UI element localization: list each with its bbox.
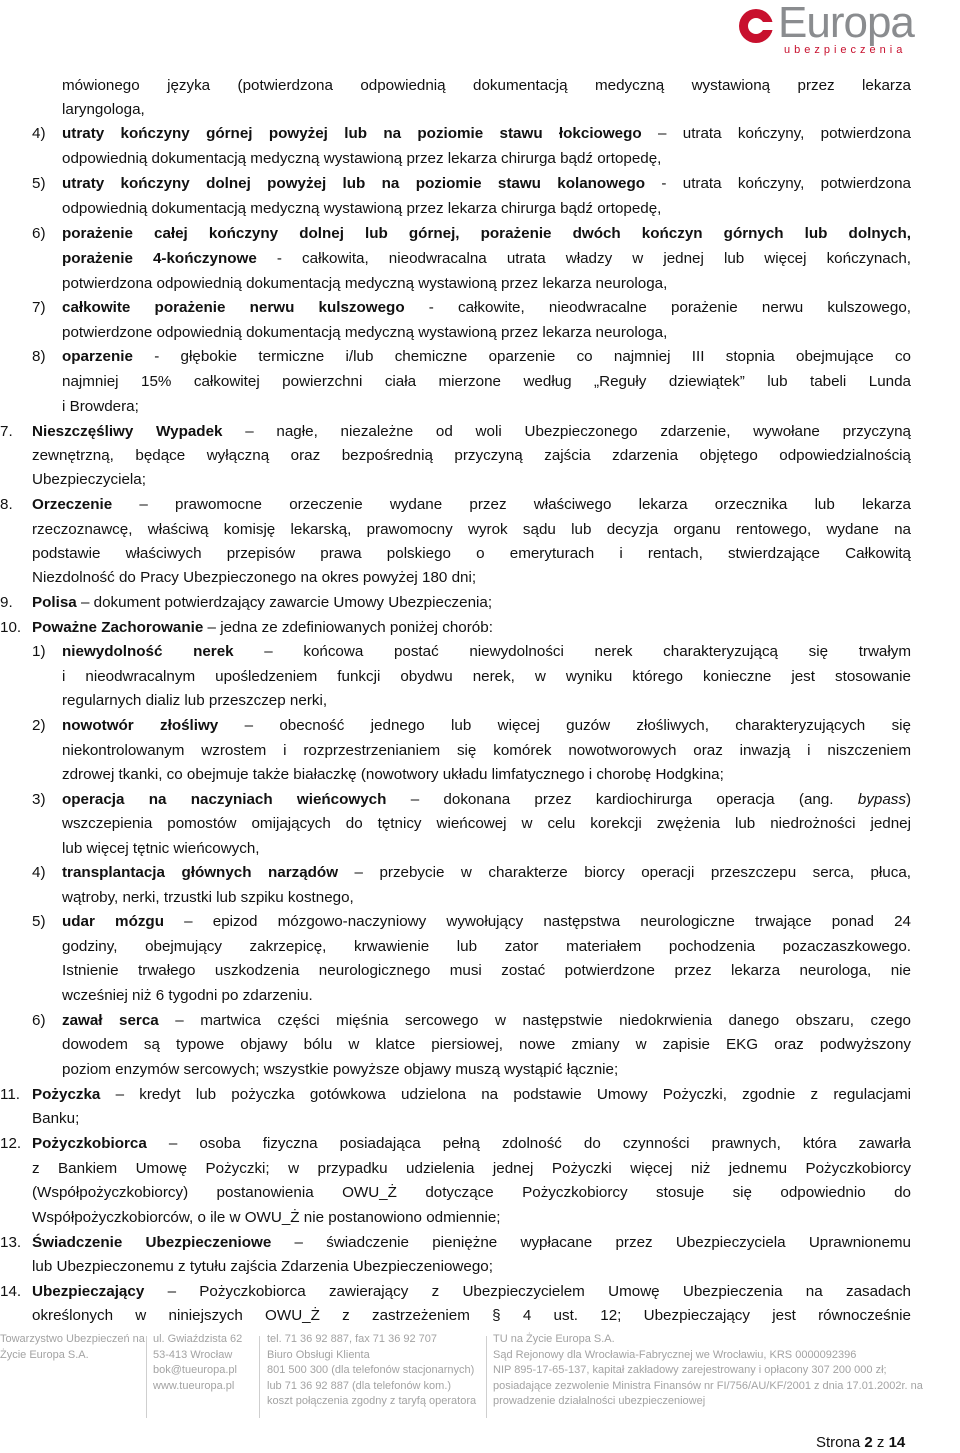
term-bold: niewydolność nerek [62, 643, 234, 660]
text-line [62, 372, 911, 392]
text-line [62, 149, 661, 169]
text-line [62, 912, 911, 932]
text-run: lub Ubezpieczonemu z tytułu zajścia Zdarzenia Ubezpieczeniowego; [32, 1258, 493, 1275]
text-line [62, 100, 145, 120]
text-line [62, 888, 354, 908]
list-number: 4) [32, 864, 46, 881]
text-line [62, 274, 667, 294]
text-line [62, 76, 911, 96]
text-run: – dokument potwierdzający zawarcie Umowy Ubezpieczenia; [76, 594, 493, 611]
text-run: Ubezpieczyciela; [32, 471, 146, 488]
list-number: 2) [32, 717, 46, 734]
text-run: - głębokie termiczne i/lub chemiczne oparzenie co najmniej III stopnia obejmujące co [132, 348, 911, 365]
text-run: i nieodwracalnym upośledzeniem funkcji obydwu nerek, w wyniku którego konieczne jest stosowanie [62, 668, 911, 685]
text-line [62, 124, 911, 144]
text-run: odpowiednią dokumentacją medyczną wystawioną przez lekarza chirurga bądź ortopedę, [62, 200, 662, 217]
text-line [32, 568, 476, 588]
text-line [62, 174, 911, 194]
term-bold: utraty kończyny dolnej powyżej lub na poziomie stawu kolanowego [62, 175, 646, 192]
text-run: – obecność jednego lub więcej guzów złośliwych, charakteryzujących się [218, 717, 911, 734]
text-run: najmniej 15% całkowitej powierzchni ciała mierzone według „Reguły dziewiątek” lub tabeli Lunda [62, 373, 911, 390]
text-line [62, 1035, 911, 1055]
text-run: – epizod mózgowo-naczyniowy wywołujący następstwa neurologiczne trwające ponad 24 [164, 913, 911, 930]
list-number: 6) [32, 1012, 46, 1029]
text-run: – prawomocne orzeczenie wydane przez właściwego lekarza orzecznika lub lekarza [112, 496, 911, 513]
list-number: 14. [0, 1283, 22, 1300]
text-run: - utrata kończyny, potwierdzona [645, 175, 911, 192]
footer-divider [259, 1336, 260, 1418]
term-bold: porażenie 4-kończynowe [62, 250, 257, 267]
text-line [32, 422, 911, 442]
text-run: – przebycie w charakterze biorcy operacji przeszczepu serca, płuca, [338, 864, 911, 881]
text-run: – kredyt lub pożyczka gotówkowa udzielona na podstawie Umowy Pożyczki, zgodnie z regulacjami [100, 1086, 911, 1103]
text-line [62, 741, 911, 761]
footer-contact: tel. 71 36 92 887, fax 71 36 92 707 Biuro Obsługi Klienta 801 500 300 (dla telefonów stacjonarnych) lub 71 36 92 887 (dla telefonów kom.) koszt połączenia zgodny z taryfą operatora [267, 1333, 477, 1407]
text-line [62, 347, 911, 367]
text-line [62, 961, 911, 981]
footer-address: ul. Gwiaździsta 62 53-413 Wrocław bok@tueuropa.pl www.tueuropa.pl [153, 1332, 242, 1394]
text-line [62, 642, 911, 662]
text-line [32, 1306, 911, 1326]
text-line [62, 397, 139, 417]
list-number: 11. [0, 1086, 20, 1103]
list-number: 8) [32, 348, 46, 365]
text-run: potwierdzone odpowiednią dokumentacją medyczną wystawioną przez lekarza neurologa, [62, 324, 668, 341]
text-line [62, 323, 667, 343]
text-line [32, 1233, 911, 1253]
term-bold: całkowite porażenie nerwu kulszowego [62, 299, 405, 316]
text-run: – dokonana przez kardiochirurga operacja (ang. [386, 791, 858, 808]
term-bold: transplantacja głównych narządów [62, 864, 339, 881]
text-line [32, 1208, 501, 1228]
text-line [32, 1183, 911, 1203]
text-line [32, 593, 492, 613]
footer-website-link[interactable]: www.tueuropa.pl [153, 1379, 235, 1392]
text-run: ) [905, 791, 912, 808]
text-run: potwierdzona odpowiednią dokumentacją medyczną wystawioną przez lekarza neurologa, [62, 275, 668, 292]
text-line [32, 1282, 911, 1302]
text-run: – utrata kończyny, potwierdzona [641, 125, 912, 142]
text-run: – świadczenie pieniężne wypłacane przez Ubezpieczyciela Uprawnionemu [271, 1234, 911, 1251]
text-line [62, 249, 911, 269]
text-line [62, 224, 911, 244]
text-run: rzeczoznawcę, właściwą komisję lekarską, prawomocny wyrok sądu lub decyzja organu rentowego, wydane na [32, 521, 911, 538]
term-bold: operacja na naczyniach wieńcowych [62, 791, 387, 808]
list-number: 5) [32, 913, 46, 930]
text-line [32, 1085, 911, 1105]
text-line [32, 470, 146, 490]
text-run: określonych w niniejszych OWU_Ż z zastrzeżeniem § 4 ust. 12; Ubezpieczający jest równocześnie [32, 1307, 911, 1324]
text-line [32, 1109, 79, 1129]
text-line [62, 1011, 911, 1031]
text-line [32, 1134, 911, 1154]
term-bold: utraty kończyny górnej powyżej lub na poziomie stawu łokciowego [62, 125, 642, 142]
list-number: 3) [32, 791, 46, 808]
text-run: – Pożyczkobiorca zawierający z Ubezpieczycielem Umowę Ubezpieczenia na zasadach [144, 1283, 911, 1300]
text-run: mówionego języka (potwierdzona odpowiednią dokumentacją medyczną wystawioną przez lekarza [62, 77, 911, 94]
footer-email-link[interactable]: bok@tueuropa.pl [153, 1364, 237, 1376]
text-run: godziny, obejmujący zakrzepicę, krwawienie lub zator materiałem pochodzenia pozaczaszkowego. [62, 938, 911, 955]
text-line [62, 863, 911, 883]
footer [0, 1332, 960, 1424]
list-number: 1) [32, 643, 46, 660]
text-line [32, 544, 911, 564]
text-run: odpowiednią dokumentacją medyczną wystawioną przez lekarza chirurga bądź ortopedę, [62, 150, 662, 167]
list-number: 6) [32, 225, 46, 242]
term-italic: bypass [857, 791, 906, 808]
text-line [32, 618, 493, 638]
term-bold: Polisa [32, 594, 77, 611]
footer-legal: TU na Życie Europa S.A. Sąd Rejonowy dla Wrocławia-Fabrycznej we Wrocławiu, KRS 0000092396 NIP 895-17-65-137, kapitał zakładowy zarejestrowany i opłacony 307 200 000 zł; posiadające zezwolenie Ministra Finansów nr FI/756/AU/KF/2001 z dnia 17.01.2002r. na prowadzenie działalności ubezpieczeniowej [493, 1333, 923, 1407]
term-bold: oparzenie [62, 348, 133, 365]
logo-word: Europa [778, 0, 914, 47]
text-run: laryngologa, [62, 101, 145, 118]
list-number: 8. [0, 496, 13, 513]
text-line [62, 790, 911, 810]
text-run: wszczepienia pomostów omijających do tętnicy wieńcowej w celu korekcji zwężenia lub niedrożności jednej [62, 815, 911, 832]
term-bold: Nieszczęśliwy Wypadek [32, 423, 223, 440]
text-line [62, 1060, 618, 1080]
text-run: z Bankiem Umowę Pożyczki; w przypadku udzielenia jednej Pożyczki więcej niż jednemu Pożyczkobiorcy [32, 1160, 911, 1177]
text-run: i Browdera; [62, 398, 139, 415]
list-number: 12. [0, 1135, 22, 1152]
text-run: podstawie właściwych przepisów prawa polskiego o emeryturach i rentach, stwierdzające Całkowitą [32, 545, 911, 562]
text-line [62, 937, 911, 957]
term-bold: Pożyczka [32, 1086, 101, 1103]
text-run: zewnętrzną, będące wyłączną oraz bezpośrednią przyczyną zajścia zdarzenia objętego odpowiedzialnością [32, 447, 911, 464]
text-line [62, 298, 911, 318]
text-run: – nagłe, niezależne od woli Ubezpieczonego zdarzenie, wywołane przyczyną [222, 423, 911, 440]
text-run: Banku; [32, 1110, 80, 1127]
term-bold: nowotwór złośliwy [62, 717, 219, 734]
text-run: – końcowa postać niewydolności nerek charakteryzującą się trwałym [233, 643, 912, 660]
text-run: Współpożyczkobiorców, o ile w OWU_Ż nie postanowiono odmiennie; [32, 1209, 501, 1226]
text-line [62, 199, 661, 219]
logo-subtitle: ubezpieczenia [784, 44, 907, 56]
text-line [32, 1257, 493, 1277]
text-run: (Współpożyczkobiorcy) postanowienia OWU_Ż dotyczące Pożyczkobiorcy stosuje się odpowiednio do [32, 1184, 911, 1201]
list-number: 10. [0, 619, 22, 636]
text-run: lub więcej tętnic wieńcowych, [62, 840, 260, 857]
text-run: – osoba fizyczna posiadająca pełną zdolność do czynności prawnych, która zawarła [146, 1135, 911, 1152]
footer-divider [486, 1336, 487, 1418]
list-number: 9. [0, 594, 13, 611]
term-bold: Świadczenie Ubezpieczeniowe [32, 1234, 272, 1251]
text-line [32, 520, 911, 540]
text-line [62, 839, 260, 859]
text-line [62, 691, 327, 711]
term-bold: Orzeczenie [32, 496, 113, 513]
text-run: Niezdolność do Pracy Ubezpieczonego na okres powyżej 180 dni; [32, 569, 477, 586]
text-run: zdrowej tkanki, co obejmuje także białaczkę (nowotwory układu limfatycznego i chorobę Hodgkina; [62, 766, 724, 783]
footer-divider [146, 1336, 147, 1418]
list-number: 5) [32, 175, 46, 192]
term-bold: udar mózgu [62, 913, 164, 930]
text-run: wcześniej niż 6 tygodni po zdarzeniu. [62, 987, 313, 1004]
text-line [32, 495, 911, 515]
text-line [62, 765, 724, 785]
logo-mark-icon [738, 6, 778, 46]
page-number: Strona 2 z 14 [816, 1434, 906, 1451]
text-run: – jedna ze zdefiniowanych poniżej chorób: [203, 619, 493, 636]
text-run: - całkowita, nieodwracalna utrata władzy w jednej lub więcej kończynach, [256, 250, 912, 267]
text-run: - całkowite, nieodwracalne porażenie nerwu kulszowego, [404, 299, 911, 316]
term-bold: Ubezpieczający [32, 1283, 145, 1300]
term-bold: zawał serca [62, 1012, 159, 1029]
text-line [62, 986, 313, 1006]
list-number: 7) [32, 299, 46, 316]
text-run: Istnienie trwałego uszkodzenia neurologicznego musi zostać potwierdzone przez lekarza neurologa, nie [62, 962, 911, 979]
term-bold: Poważne Zachorowanie [32, 619, 204, 636]
text-run: wątroby, nerki, trzustki lub szpiku kostnego, [62, 889, 354, 906]
text-line [32, 1159, 911, 1179]
text-run: niekontrolowanym wzrostem i rozprzestrzenianiem się komórek nowotworowych oraz inwazją i niszczeniem [62, 742, 911, 759]
list-number: 13. [0, 1234, 22, 1251]
text-run: dowodem są typowe objawy bólu w klatce piersiowej, nowe zmiany w zapisie EKG oraz podwyższony [62, 1036, 911, 1053]
text-line [62, 814, 911, 834]
text-line [62, 667, 911, 687]
text-run: poziom enzymów sercowych; wszystkie powyższe objawy muszą wystąpić łącznie; [62, 1061, 619, 1078]
list-number: 7. [0, 423, 13, 440]
text-line [32, 446, 911, 466]
term-bold: porażenie całej kończyny dolnej lub górnej, porażenie dwóch kończyn górnych lub dolnych, [62, 225, 911, 242]
term-bold: Pożyczkobiorca [32, 1135, 147, 1152]
text-line [62, 716, 911, 736]
text-run: – martwica części mięśnia sercowego w następstwie niedokrwienia danego obszaru, czego [158, 1012, 912, 1029]
footer-company: Towarzystwo Ubezpieczeń na Życie Europa S.A. [0, 1333, 145, 1361]
text-run: regularnych dializ lub przeszczep nerki, [62, 692, 328, 709]
list-number: 4) [32, 125, 46, 142]
europa-logo [738, 0, 960, 56]
